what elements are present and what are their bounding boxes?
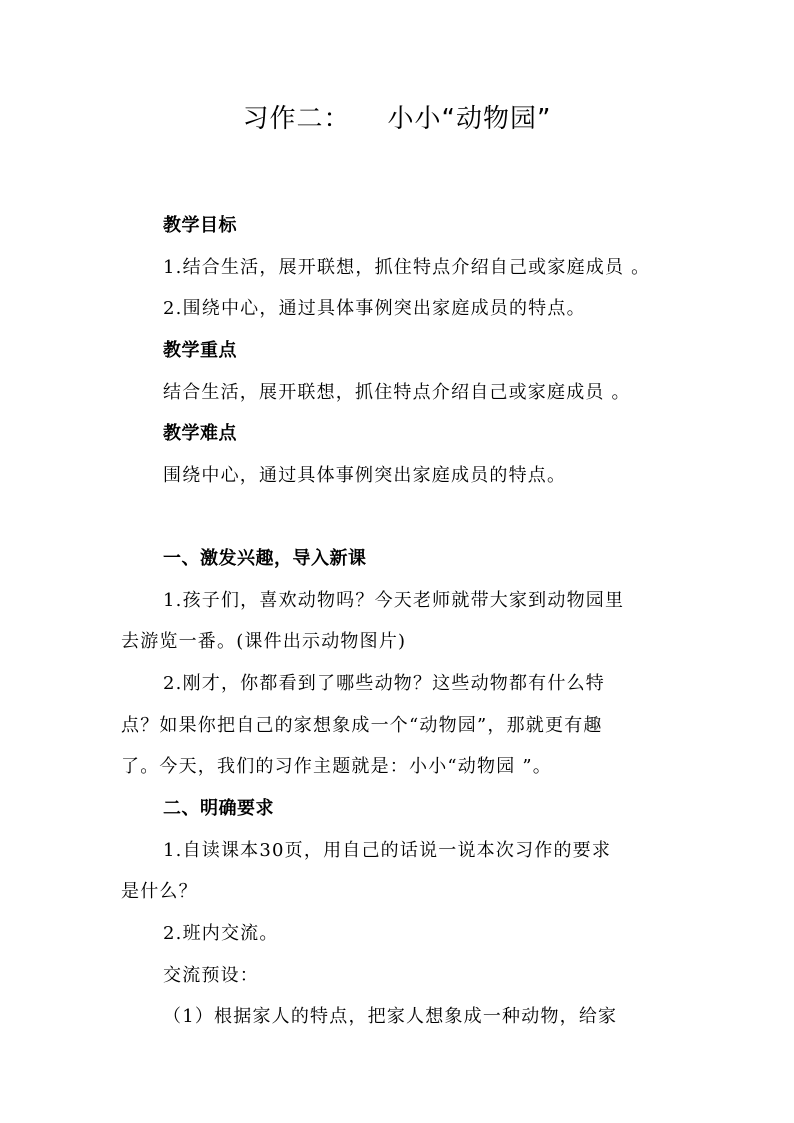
document-title: 习作二： 小小“动物园” <box>242 104 552 134</box>
paragraph-line: 是什么？ <box>121 881 198 902</box>
section-heading-part-one: 一、激发兴趣，导入新课 <box>163 548 367 569</box>
paragraph-line: 1.孩子们，喜欢动物吗？今天老师就带大家到动物园里 <box>163 590 625 611</box>
paragraph-line: 2.刚才，你都看到了哪些动物？这些动物都有什么特 <box>163 673 605 694</box>
paragraph-line: 1.自读课本30页，用自己的话说一说本次习作的要求 <box>163 840 612 861</box>
paragraph-line: 2.围绕中心，通过具体事例突出家庭成员的特点。 <box>163 298 586 319</box>
paragraph-line: 1.结合生活，展开联想，抓住特点介绍自己或家庭成员 。 <box>163 257 651 278</box>
section-heading-part-two: 二、明确要求 <box>163 798 274 819</box>
section-heading-difficulties: 教学难点 <box>163 423 237 444</box>
paragraph-line: 围绕中心，通过具体事例突出家庭成员的特点。 <box>163 465 567 486</box>
paragraph-line: 了。今天，我们的习作主题就是：小小“动物园 ”。 <box>121 756 552 777</box>
paragraph-line: 交流预设： <box>163 965 259 986</box>
paragraph-line: 去游览一番。(课件出示动物图片) <box>121 631 407 652</box>
section-heading-key-points: 教学重点 <box>163 340 237 361</box>
paragraph-line: 2.班内交流。 <box>163 923 279 944</box>
section-heading-teaching-goals: 教学目标 <box>163 215 237 236</box>
paragraph-line: 点？如果你把自己的家想象成一个“动物园”，那就更有趣 <box>121 715 603 736</box>
paragraph-line: （1）根据家人的特点，把家人想象成一种动物，给家 <box>163 1006 618 1027</box>
paragraph-line: 结合生活，展开联想，抓住特点介绍自己或家庭成员 。 <box>163 382 631 403</box>
